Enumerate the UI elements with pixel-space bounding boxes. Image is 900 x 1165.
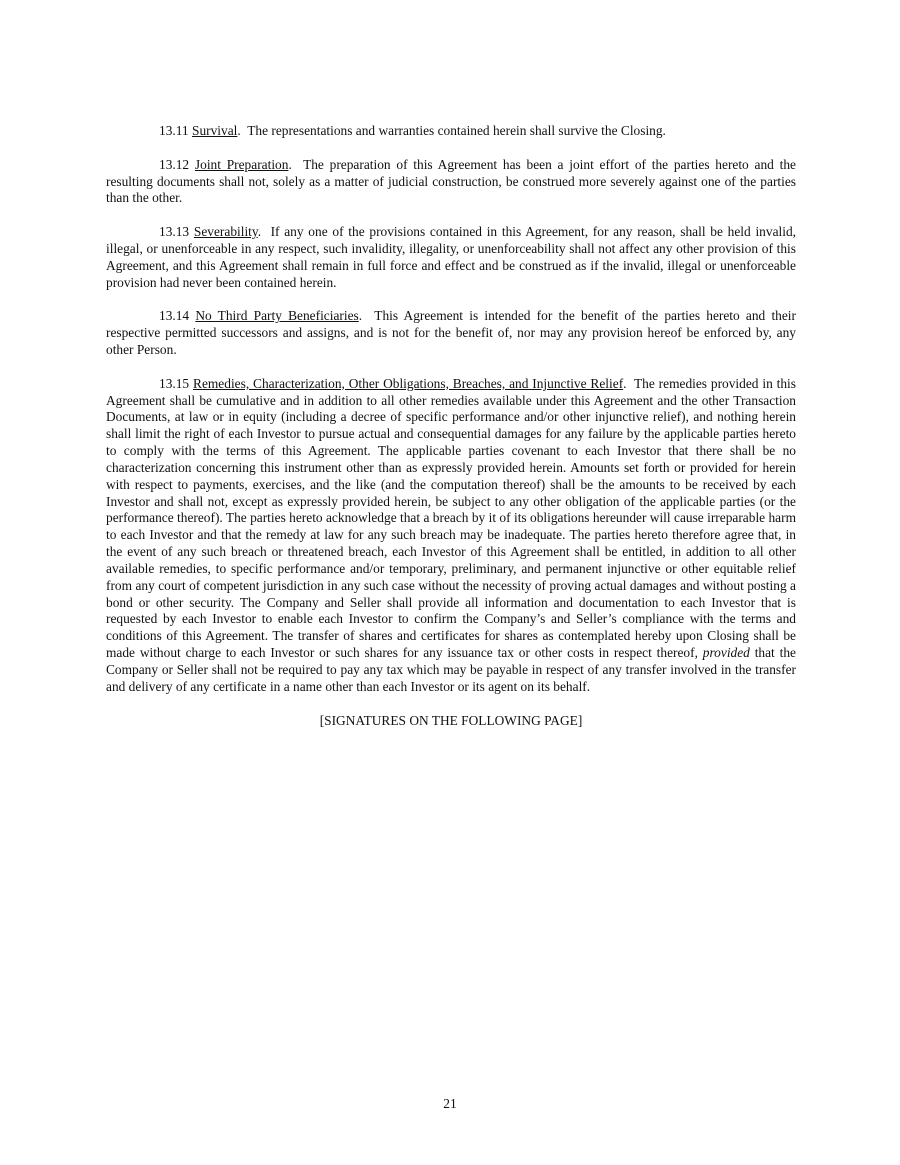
section-13-14: 13.14 No Third Party Beneficiaries. This Agreement is intended for the benefit of the parties hereto and their respective permitted successors and assigns, and is not for the benefit of, nor may any provision hereof be enforced by, any other Person. (106, 308, 796, 357)
document-body (106, 123, 796, 729)
section-number: 13.13 (159, 224, 190, 240)
page-number: 21 (443, 1096, 457, 1111)
signature-note: [SIGNATURES ON THE FOLLOWING PAGE] (319, 712, 583, 728)
section-text: This Agreement is intended for the benefit of the parties hereto and their respective permitted successors and assigns, and is not for the benefit of, nor may any provision hereof be enforced by, any other Person. (106, 308, 796, 357)
section-number: 13.14 (159, 308, 190, 324)
section-number: 13.11 (159, 123, 189, 138)
section-13-11: 13.11 Survival. The representations and warranties contained herein shall survive the Closing. (159, 123, 666, 138)
section-heading: Severability (193, 224, 258, 240)
section-13-13: 13.13 Severability. If any one of the provisions contained in this Agreement, for any reason, shall be held invalid, illegal, or unenforceable in any respect, such invalidity, illegality, or unenforceability shall not affect any other provision of this Agreement, and this Agreement shall remain in full force and effect and be construed as if the invalid, illegal or unenforceable provision had never been contained herein. (106, 224, 797, 290)
section-number: 13.12 (159, 156, 190, 172)
section-13-15: 13.15 Remedies, Characterization, Other Obligations, Breaches, and Injunctive Relief. The remedies provided in this Agreement shall be cumulative and in addition to all other remedies available under this Agreement and the other Transaction Documents, at law or in equity (including a decree of specific performance and/or other injunctive relief), and nothing herein shall limit the right of each Investor to pursue actual and consequential damages for any failure by the applicable parties hereto to comply with the terms of this Agreement. The applicable parties covenant to each Investor that there shall be no characterization concerning this instrument other than as expressly provided herein. Amounts set forth or provided for herein with respect to payments, exercises, and the like (and the computation thereof) shall be the amounts to be received by each Investor and shall not, except as expressly provided herein, be subject to any other obligation of the applicable parties (or the performance thereof). The parties hereto acknowledge that a breach by it of its obligations hereunder will cause irreparable harm to each Investor and that the remedy at law for any such breach may be inadequate. The parties hereto therefore agree that, in the event of any such breach or threatened breach, each Investor of this Agreement shall be entitled, in addition to all other available remedies, to specific performance and/or temporary, preliminary, and permanent injunctive or other equitable relief from any court of competent jurisdiction in any such case without the necessity of proving actual damages and without posting a bond or other security. The Company and Seller shall provide all information and documentation to each Investor that is requested by each Investor to enable each Investor to confirm the Company’s and Seller’s compliance with the terms and conditions of this Agreement. The transfer of shares and certificates for shares as contemplated hereby upon Closing shall be made without charge to each Investor or such shares for any issuance tax or other costs in respect thereof, provided that the Company or Seller shall not be required to pay any tax which may be payable in respect of any transfer involved in the transfer and delivery of any certificate in a name other than each Investor or its agent on its behalf. (106, 375, 796, 694)
section-text: If any one of the provisions contained in this Agreement, for any reason, shall be held invalid, illegal, or unenforceable in any respect, such invalidity, illegality, or unenforceability shall not affect any other provision of this Agreement, and this Agreement shall remain in full force and effect and be construed as if the invalid, illegal or unenforceable provision had never been contained herein. (106, 224, 797, 290)
section-text: The preparation of this Agreement has been a joint effort of the parties hereto and the resulting documents shall not, solely as a matter of judicial construction, be construed more severely against one of the parties than the other. (106, 156, 796, 206)
section-number: 13.15 (159, 375, 190, 391)
section-text-italic: provided (702, 645, 750, 661)
section-heading: Remedies, Characterization, Other Obligations, Breaches, and Injunctive Relief (193, 375, 624, 391)
section-text: The representations and warranties contained herein shall survive the Closing. (247, 123, 666, 138)
section-heading: Joint Preparation (194, 156, 289, 172)
section-text-continued: that the Company or Seller shall not be required to pay any tax which may be payable in respect of any transfer involved in the transfer and delivery of any certificate in a name other than each Investor or its agent on its behalf. (106, 645, 796, 694)
section-13-12: 13.12 Joint Preparation. The preparation of this Agreement has been a joint effort of the parties hereto and the resulting documents shall not, solely as a matter of judicial construction, be construed more severely against one of the parties than the other. (106, 156, 796, 206)
section-text: The remedies provided in this Agreement shall be cumulative and in addition to all other remedies available under this Agreement and the other Transaction Documents, at law or in equity (including a decree of specific performance and/or other injunctive relief), and nothing herein shall limit the right of each Investor to pursue actual and consequential damages for any failure by the applicable parties hereto to comply with the terms of this Agreement. The applicable parties covenant to each Investor that there shall be no characterization concerning this instrument other than as expressly provided herein. Amounts set forth or provided for herein with respect to payments, exercises, and the like (and the computation thereof) shall be the amounts to be received by each Investor and shall not, except as expressly provided herein, be subject to any other obligation of the applicable parties (or the performance thereof). The parties hereto acknowledge that a breach by it of its obligations hereunder will cause irreparable harm to each Investor and that the remedy at law for any such breach may be inadequate. The parties hereto therefore agree that, in the event of any such breach or threatened breach, each Investor of this Agreement shall be entitled, in addition to all other available remedies, to specific performance and/or temporary, preliminary, and permanent injunctive or other equitable relief from any court of competent jurisdiction in any such case without the necessity of proving actual damages and without posting a bond or other security. The Company and Seller shall provide all information and documentation to each Investor that is requested by each Investor to enable each Investor to confirm the Company’s and Seller’s compliance with the terms and conditions of this Agreement. The transfer of shares and certificates for shares as contemplated hereby upon Closing shall be made without charge to each Investor or such shares for any issuance tax or other costs in respect thereof, (106, 375, 796, 661)
section-heading: No Third Party Beneficiaries (195, 308, 359, 324)
section-heading: Survival (192, 123, 238, 138)
